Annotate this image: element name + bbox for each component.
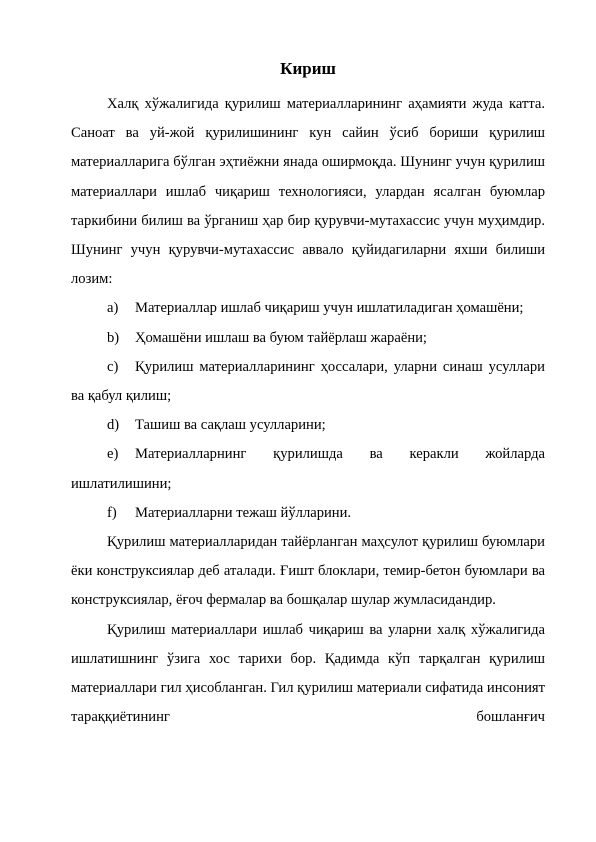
list-item-text: Материалларни тежаш йўлларини. — [135, 504, 352, 521]
list-marker: a) — [107, 300, 119, 317]
list-item-text: Материалларнинг қурилишда ва керакли жойларда ишлатилишини; — [71, 446, 545, 492]
products-paragraph: Қурилиш материалларидан тайёрланган маҳсулот қурилиш буюмлари ёки конструксиялар деб аталади. Ғишт блоклари, темир-бетон буюмлари ва конструксиялар, ёғоч фермалар ва бошқалар шулар жумласидандир. — [71, 534, 545, 609]
list-marker: d) — [107, 417, 120, 434]
history-paragraph: Қурилиш материаллари ишлаб чиқариш ва уларни халқ хўжалигида ишлатишнинг ўзига хос тарихи бор. Қадимда кўп тарқалган қурилиш материаллари гил ҳисобланган. Гил қурилиш материали сифатида инсоният тараққиётининг бошланғич — [71, 621, 545, 726]
list-item — [71, 440, 545, 498]
list-item — [71, 353, 545, 411]
list-item — [71, 294, 545, 323]
list-item — [71, 411, 545, 440]
page-title: Кириш — [280, 59, 336, 78]
list-marker: e) — [107, 446, 119, 463]
list-marker: c) — [107, 358, 119, 375]
list-item-text: Ҳомашёни ишлаш ва буюм тайёрлаш жараёни; — [135, 329, 427, 346]
list-item — [71, 324, 545, 353]
intro-paragraph: Халқ хўжалигида қурилиш материалларининг аҳамияти жуда катта. Саноат ва уй-жой қурилишининг кун сайин ўсиб бориши қурилиш материалларига бўлган эҳтиёжни янада оширмоқда. Шунинг учун қурилиш материаллари ишлаб чиқариш технологияси, улардан ясалган буюмлар таркибини билиш ва ўрганиш ҳар бир қурувчи-мутахассис учун муҳимдир. Шунинг учун қурувчи-мутахассис аввало қуйидагиларни яхши билиши лозим: — [71, 96, 545, 288]
list-item — [71, 499, 545, 528]
requirements-list — [71, 294, 545, 528]
list-marker: f) — [107, 504, 117, 521]
list-item-text: Материаллар ишлаб чиқариш учун ишлатиладиган ҳомашёни; — [135, 300, 524, 317]
list-item-text: Қурилиш материалларининг ҳоссалари, уларни синаш усуллари ва қабул қилиш; — [71, 358, 545, 405]
list-marker: b) — [107, 329, 120, 346]
document-page — [71, 58, 545, 732]
list-item-text: Ташиш ва сақлаш усулларини; — [135, 417, 326, 434]
